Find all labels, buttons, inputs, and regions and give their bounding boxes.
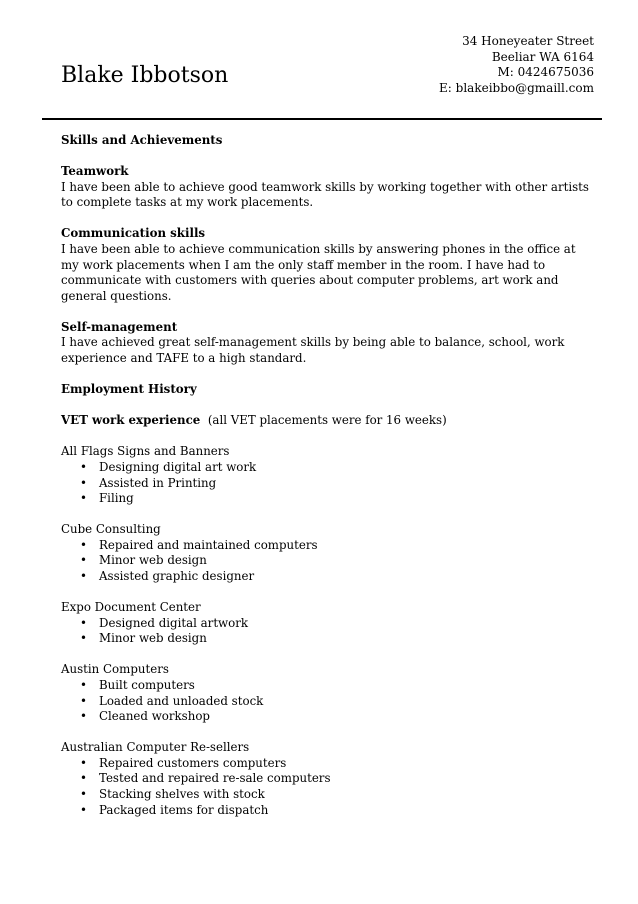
vet-heading: VET work experience (61, 413, 201, 428)
skill-text-communication: I have been able to achieve communication skills by answering phones in the office at my work placements when I am the only staff member in the room. I have had to communicate with customers with queries about computer problems, art work and general questions. (61, 241, 576, 303)
email-address: E: blakeibbo@gmaill.com (439, 80, 594, 95)
vet-note: (all VET placements were for 16 weeks) (207, 413, 447, 428)
header-divider (42, 118, 602, 120)
company-name: Expo Document Center (61, 600, 201, 615)
duty-item: • Designed digital artwork (99, 616, 591, 632)
vet-heading-line (61, 413, 591, 429)
resume-body (61, 133, 591, 818)
employment-section-title: Employment History (61, 382, 197, 397)
skill-heading-self-management: Self-management (61, 319, 178, 334)
skill-text-teamwork: I have been able to achieve good teamwork skills by working together with other artists to complete tasks at my work placements. (61, 179, 589, 210)
duty-item: • Minor web design (99, 631, 591, 647)
duty-list (61, 460, 591, 507)
address-suburb: Beeliar WA 6164 (491, 49, 594, 64)
mobile-number: M: 0424675036 (497, 65, 594, 79)
duty-item: • Stacking shelves with stock (99, 787, 591, 803)
skills-section-title: Skills and Achievements (61, 133, 223, 147)
duty-item: • Designing digital art work (99, 460, 591, 476)
duty-item: • Assisted in Printing (99, 476, 591, 492)
duty-item: • Minor web design (99, 553, 591, 569)
duty-item: • Filing (99, 491, 591, 507)
duty-item: • Packaged items for dispatch (99, 803, 591, 819)
contact-block (439, 34, 594, 96)
skill-text-self-management: I have achieved great self-management skills by being able to balance, school, work experience and TAFE to a high standard. (61, 335, 565, 366)
company-name: Cube Consulting (61, 522, 161, 537)
duty-item: • Repaired and maintained computers (99, 538, 591, 554)
duty-list (61, 616, 591, 647)
duty-item: • Tested and repaired re-sale computers (99, 771, 591, 787)
duty-item: • Repaired customers computers (99, 756, 591, 772)
candidate-name: Blake Ibbotson (61, 63, 229, 88)
skill-heading-communication: Communication skills (61, 226, 206, 241)
duty-item: • Built computers (99, 678, 591, 694)
company-name: All Flags Signs and Banners (61, 444, 230, 459)
duty-list (61, 756, 591, 818)
duty-list (61, 538, 591, 585)
company-name: Austin Computers (61, 662, 169, 677)
address-street: 34 Honeyeater Street (462, 34, 594, 48)
company-name: Australian Computer Re-sellers (61, 740, 250, 755)
duty-item: • Cleaned workshop (99, 709, 591, 725)
skill-heading-teamwork: Teamwork (61, 164, 129, 179)
duty-list (61, 678, 591, 725)
duty-item: • Loaded and unloaded stock (99, 694, 591, 710)
duty-item: • Assisted graphic designer (99, 569, 591, 585)
